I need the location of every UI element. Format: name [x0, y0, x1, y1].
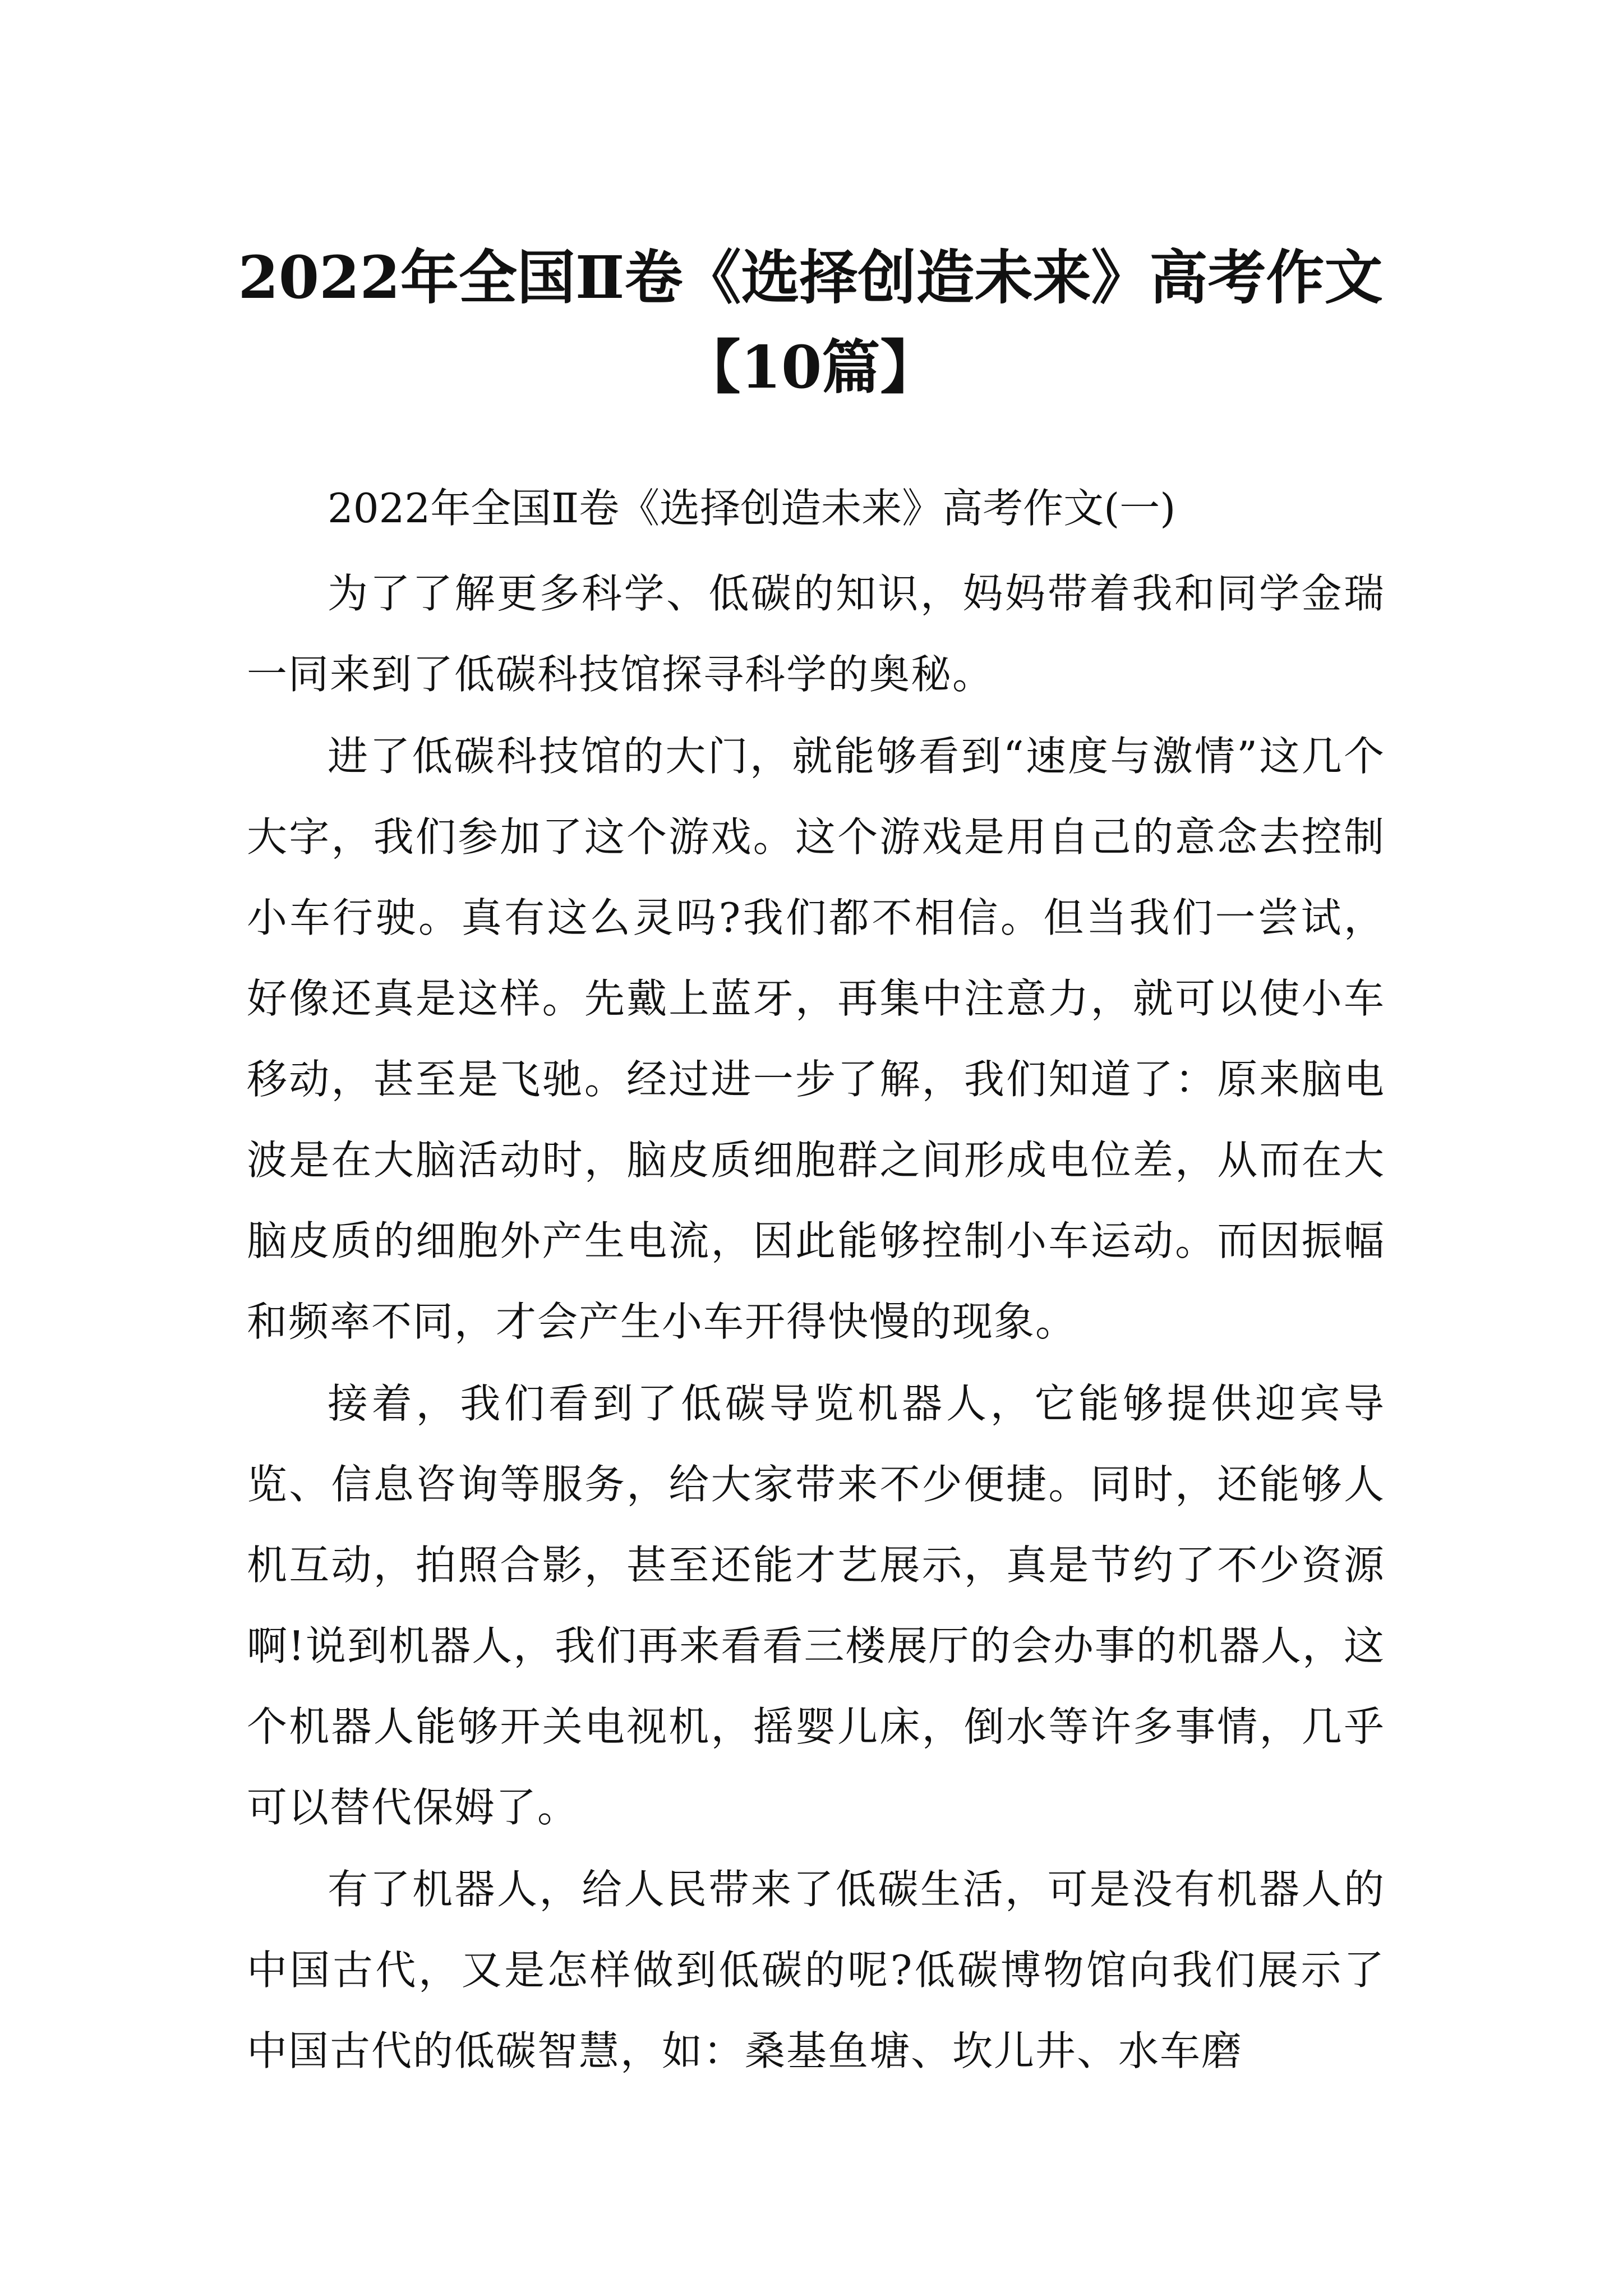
section-heading: 2022年全国Ⅱ卷《选择创造未来》高考作文(一): [328, 485, 1176, 532]
document-title: [236, 233, 1385, 412]
paragraph-1: 为了了解更多科学、低碳的知识，妈妈带着我和同学金瑞一同来到了低碳科技馆探寻科学的奥秘。: [247, 570, 1385, 698]
paragraph-3: 接着，我们看到了低碳导览机器人，它能够提供迎宾导览、信息咨询等服务，给大家带来不少便捷。同时，还能够人机互动，拍照合影，甚至还能才艺展示，真是节约了不少资源啊!说到机器人，我们再来看看三楼展厅的会办事的机器人，这个机器人能够开关电视机，摇婴儿床，倒水等许多事情，几乎可以替代保姆了。: [247, 1380, 1385, 1831]
title-line-2: 【10篇】: [682, 332, 939, 402]
title-line-1: 2022年全国Ⅱ卷《选择创造未来》高考作文: [238, 242, 1383, 312]
paragraph-2: 进了低碳科技馆的大门，就能够看到“速度与激情”这几个大字，我们参加了这个游戏。这个游戏是用自己的意念去控制小车行驶。真有这么灵吗?我们都不相信。但当我们一尝试，好像还真是这样。先戴上蓝牙，再集中注意力，就可以使小车移动，甚至是飞驰。经过进一步了解，我们知道了：原来脑电波是在大脑活动时，脑皮质细胞群之间形成电位差，从而在大脑皮质的细胞外产生电流，因此能够控制小车运动。而因振幅和频率不同，才会产生小车开得快慢的现象。: [247, 733, 1385, 1345]
paragraph-4: 有了机器人，给人民带来了低碳生活，可是没有机器人的中国古代，又是怎样做到低碳的呢?低碳博物馆向我们展示了中国古代的低碳智慧，如：桑基鱼塘、坎儿井、水车磨: [247, 1866, 1385, 2074]
document-body: [247, 471, 1385, 2092]
